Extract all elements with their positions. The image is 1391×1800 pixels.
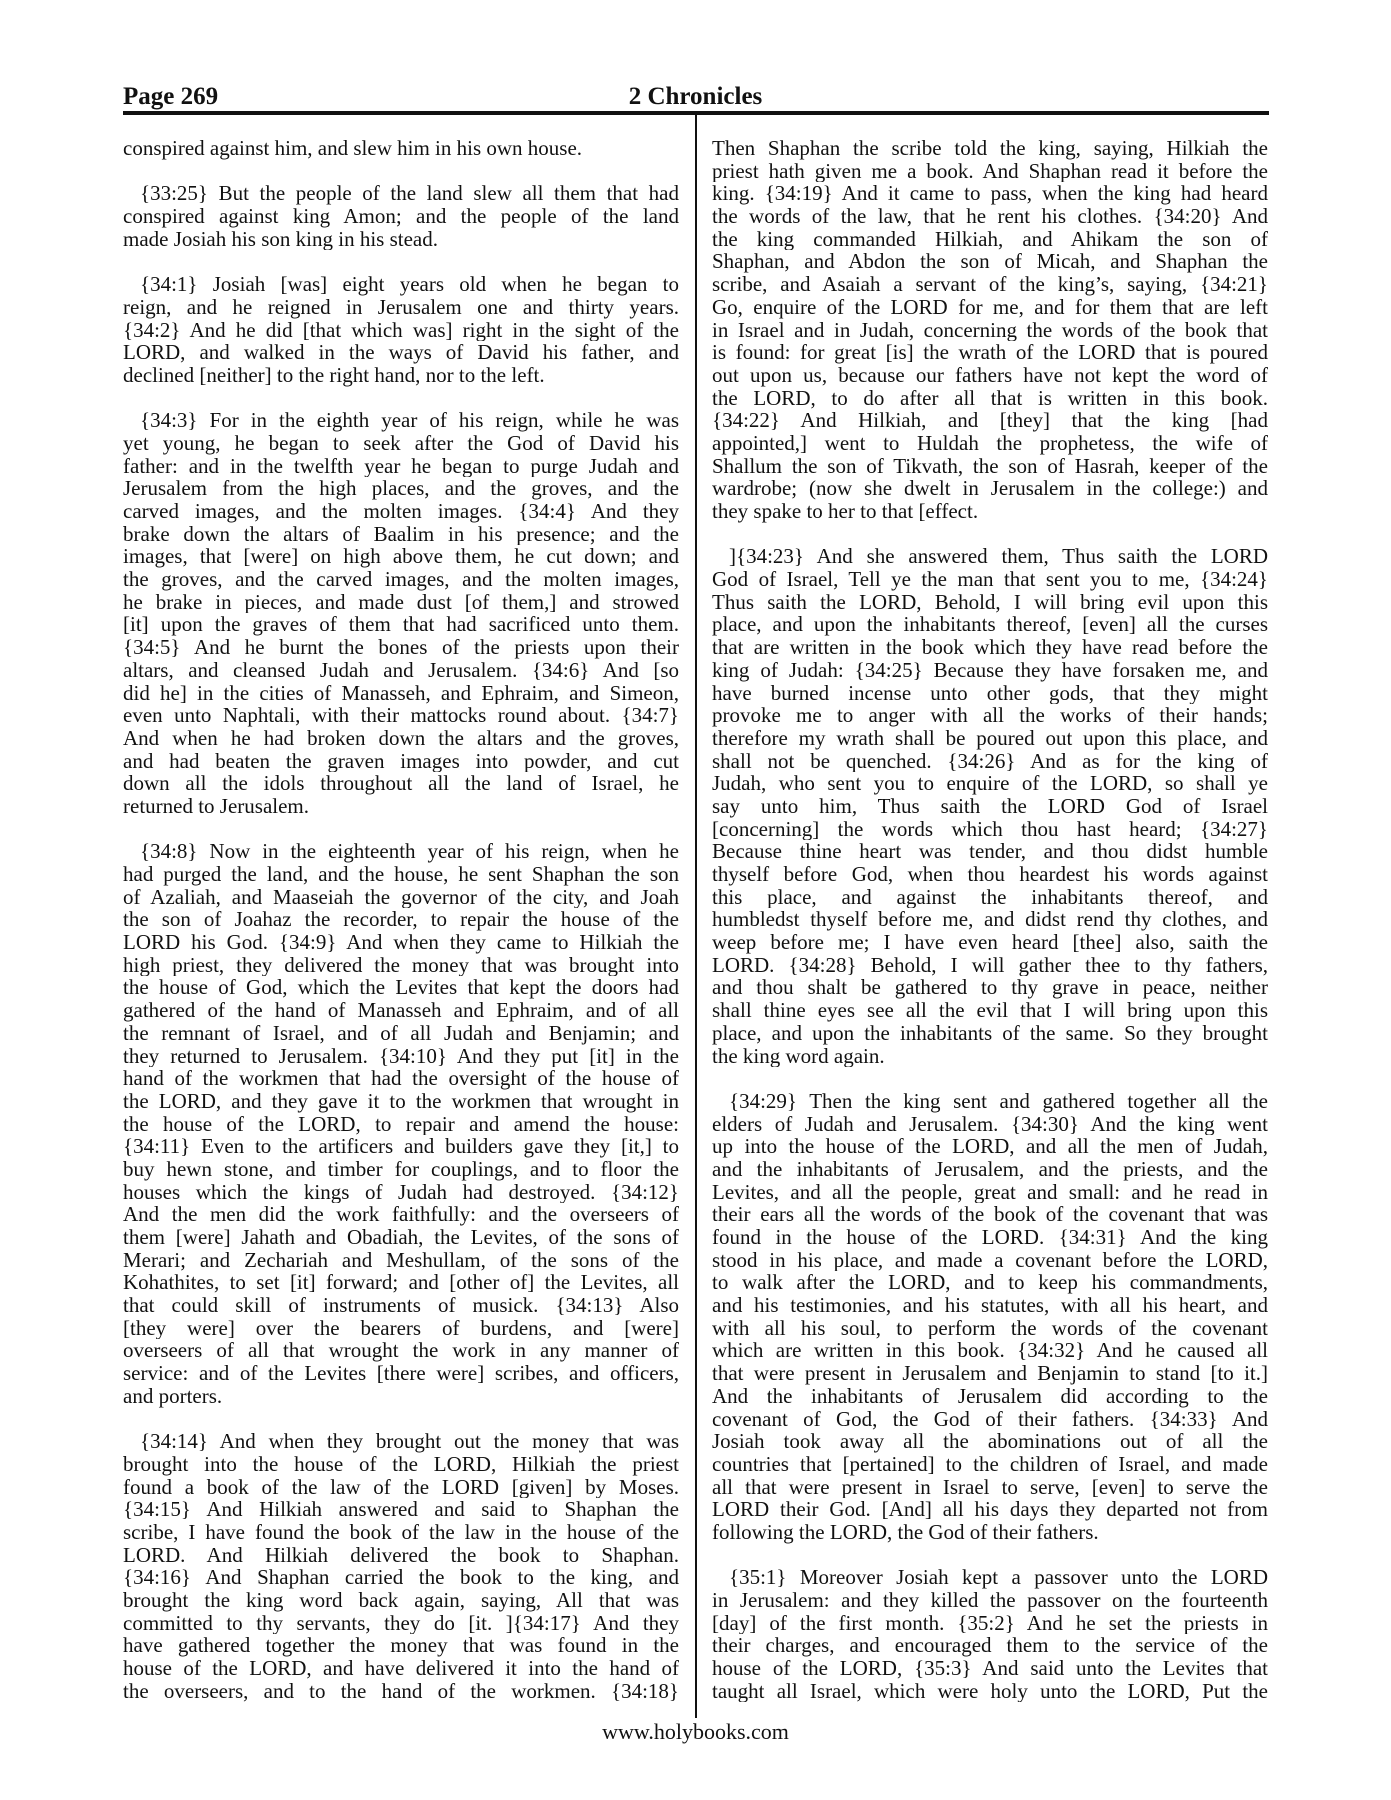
text-line: and the inhabitants of Jerusalem, and the priests, and the — [712, 1157, 1268, 1181]
right-column — [712, 137, 1268, 1725]
text-line: [they were] over the bearers of burdens, and [were] — [123, 1316, 679, 1340]
text-line: the king commanded Hilkiah, and Ahikam the son of — [712, 227, 1268, 251]
left-column — [123, 137, 679, 1725]
text-line: {34:11} Even to the artificers and builders gave they [it,] to — [123, 1135, 679, 1158]
text-line: service: and of the Levites [there were] scribes, and officers, — [123, 1362, 679, 1385]
text-line: Merari; and Zechariah and Meshullam, of the sons of the — [123, 1248, 679, 1272]
text-line: {35:1} Moreover Josiah kept a passover unto the LORD — [729, 1566, 1268, 1589]
text-line: {34:1} Josiah [was] eight years old when he began to — [140, 273, 679, 296]
text-line: that are written in the book which they have read before the — [712, 636, 1268, 659]
text-line: shall not be quenched. {34:26} And as for the king of — [712, 749, 1268, 773]
text-line: returned to Jerusalem. — [123, 794, 310, 818]
text-line: {34:15} And Hilkiah answered and said to Shaphan the — [123, 1498, 679, 1521]
text-line: up into the house of the LORD, and all the men of Judah, — [712, 1135, 1268, 1158]
text-line: Levites, and all the people, great and small: and he read in — [712, 1180, 1268, 1204]
text-line: the LORD, and they gave it to the workmen that wrought in — [123, 1089, 679, 1113]
text-line: in Israel and in Judah, concerning the words of the book that — [712, 318, 1268, 342]
text-line: And the inhabitants of Jerusalem did according to the — [712, 1384, 1268, 1408]
text-line: thyself before God, when thou heardest his words against — [712, 863, 1268, 886]
text-line: and porters. — [123, 1384, 223, 1408]
text-line: place, and upon the inhabitants thereof, [even] all the curses — [712, 613, 1268, 637]
text-line: high priest, they delivered the money that was brought into — [123, 953, 679, 977]
footer-url: www.holybooks.com — [602, 1719, 789, 1744]
text-line: scribe, I have found the book of the law in the house of the — [123, 1520, 679, 1544]
text-line: Because thine heart was tender, and thou didst humble — [712, 840, 1268, 863]
text-line: images, that [were] on high above them, he cut down; and — [123, 545, 679, 569]
text-line: taught all Israel, which were holy unto the LORD, Put the — [712, 1679, 1268, 1703]
text-line: committed to thy servants, they do [it. ]{34:17} And they — [123, 1611, 679, 1635]
text-line: hand of the workmen that had the oversight of the house of — [123, 1067, 679, 1090]
verse-paragraph — [712, 545, 1268, 1067]
text-line: the son of Joahaz the recorder, to repair the house of the — [123, 908, 679, 932]
text-line: brake down the altars of Baalim in his presence; and the — [123, 522, 679, 546]
text-line: of Azaliah, and Maaseiah the governor of the city, and Joah — [123, 885, 679, 909]
text-line: say unto him, Thus saith the LORD God of Israel — [712, 794, 1268, 818]
text-line: weep before me; I have even heard [thee] also, saith the — [712, 931, 1268, 954]
text-line: altars, and cleansed Judah and Jerusalem. {34:6} And [so — [123, 658, 679, 682]
text-line: house of the LORD, {35:3} And said unto the Levites that — [712, 1657, 1268, 1680]
text-line: the overseers, and to the hand of the workmen. {34:18} — [123, 1679, 679, 1703]
text-line: {34:5} And he burnt the bones of the priests upon their — [123, 636, 679, 659]
text-line: brought the king word back again, saying, All that was — [123, 1589, 679, 1612]
text-line: their charges, and encouraged them to the service of the — [712, 1634, 1268, 1658]
text-line: shall thine eyes see all the evil that I will bring upon this — [712, 999, 1268, 1022]
text-line: he brake in pieces, and made dust [of them,] and strowed — [123, 590, 679, 614]
text-line: have gathered together the money that was found in the — [123, 1634, 679, 1658]
text-line: the house of the LORD, to repair and amend the house: — [123, 1112, 679, 1136]
text-line: and thou shalt be gathered to thy grave in peace, neither — [712, 976, 1268, 1000]
text-line: house of the LORD, and have delivered it into the hand of — [123, 1657, 679, 1680]
text-line: elders of Judah and Jerusalem. {34:30} And the king went — [712, 1112, 1268, 1136]
text-line: {33:25} But the people of the land slew all them that had — [140, 182, 679, 206]
text-line: priest hath given me a book. And Shaphan read it before the — [712, 159, 1268, 183]
text-line: LORD his God. {34:9} And when they came to Hilkiah the — [123, 931, 679, 954]
text-line: gathered of the hand of Manasseh and Ephraim, and of all — [123, 999, 679, 1022]
verse-paragraph — [123, 137, 679, 160]
text-line: [it] upon the graves of them that had sacrificed unto them. — [123, 613, 679, 637]
text-line: had purged the land, and the house, he sent Shaphan the son — [123, 863, 679, 886]
text-line: declined [neither] to the right hand, nor to the left. — [123, 363, 545, 387]
text-line: LORD their God. [And] all his days they departed not from — [712, 1498, 1268, 1521]
text-line: this place, and against the inhabitants thereof, and — [712, 885, 1268, 909]
text-line: did he] in the cities of Manasseh, and Ephraim, and Simeon, — [123, 681, 679, 705]
text-line: the LORD, to do after all that is written in this book. — [712, 386, 1268, 410]
text-line: {34:8} Now in the eighteenth year of his reign, when he — [140, 840, 679, 863]
verse-paragraph — [123, 1430, 679, 1702]
text-line: [day] of the first month. {35:2} And he set the priests in — [712, 1611, 1268, 1635]
text-line: Thus saith the LORD, Behold, I will bring evil upon this — [712, 590, 1268, 614]
text-line: the groves, and the carved images, and the molten images, — [123, 568, 679, 591]
text-line: {34:3} For in the eighth year of his reign, while he was — [140, 409, 679, 432]
verse-paragraph — [123, 840, 679, 1407]
text-line: houses which the kings of Judah had destroyed. {34:12} — [123, 1180, 679, 1204]
text-line: reign, and he reigned in Jerusalem one and thirty years. — [123, 295, 679, 319]
text-line: down all the idols throughout all the land of Israel, he — [123, 772, 679, 795]
text-line: the house of God, which the Levites that kept the doors had — [123, 976, 679, 1000]
text-line: {34:29} Then the king sent and gathered together all the — [729, 1089, 1268, 1113]
text-line: they returned to Jerusalem. {34:10} And they put [it] in the — [123, 1044, 679, 1068]
text-line: to walk after the LORD, and to keep his commandments, — [712, 1271, 1268, 1295]
verse-paragraph — [712, 1090, 1268, 1544]
text-line: place, and upon the inhabitants of the same. So they brought — [712, 1021, 1268, 1045]
text-line: therefore my wrath shall be poured out upon this place, and — [712, 726, 1268, 750]
text-line: LORD. {34:28} Behold, I will gather thee to thy fathers, — [712, 953, 1268, 977]
text-line: all that were present in Israel to serve, [even] to serve the — [712, 1475, 1268, 1499]
text-line: made Josiah his son king in his stead. — [123, 227, 438, 251]
text-line: is found: for great [is] the wrath of the LORD that is poured — [712, 341, 1268, 364]
text-line: buy hewn stone, and timber for couplings, and to floor the — [123, 1157, 679, 1181]
text-line: even unto Naphtali, with their mattocks round about. {34:7} — [123, 704, 679, 727]
text-line: {34:16} And Shaphan carried the book to the king, and — [123, 1566, 679, 1589]
text-line: {34:22} And Hilkiah, and [they] that the king [had — [712, 409, 1268, 432]
text-line: overseers of all that wrought the work in any manner of — [123, 1339, 679, 1363]
text-line: appointed,] went to Huldah the prophetess, the wife of — [712, 431, 1268, 455]
text-line: found a book of the law of the LORD [given] by Moses. — [123, 1475, 679, 1499]
text-line: And when he had broken down the altars and the groves, — [123, 726, 679, 750]
text-line: Judah, who sent you to enquire of the LORD, so shall ye — [712, 772, 1268, 795]
text-line: the remnant of Israel, and of all Judah and Benjamin; and — [123, 1021, 679, 1045]
text-line: Shallum the son of Tikvath, the son of Hasrah, keeper of the — [712, 454, 1268, 478]
text-line: Kohathites, to set [it] forward; and [other of] the Levites, all — [123, 1271, 679, 1295]
text-line: yet young, he began to seek after the God of David his — [123, 431, 679, 455]
text-line: Josiah took away all the abominations out of all the — [712, 1430, 1268, 1453]
text-line: found in the house of the LORD. {34:31} And the king — [712, 1226, 1268, 1249]
text-line: and his testimonies, and his statutes, with all his heart, and — [712, 1294, 1268, 1317]
text-line: have burned incense unto other gods, that they might — [712, 681, 1268, 705]
text-line: they spake to her to that [effect. — [712, 500, 979, 523]
verse-paragraph — [712, 1566, 1268, 1702]
text-line: king of Judah: {34:25} Because they have forsaken me, and — [712, 658, 1268, 682]
text-line: covenant of God, the God of their fathers. {34:33} And — [712, 1407, 1268, 1431]
verse-paragraph — [123, 273, 679, 386]
verse-paragraph — [123, 409, 679, 817]
text-line: [concerning] the words which thou hast heard; {34:27} — [712, 817, 1268, 841]
text-line: king. {34:19} And it came to pass, when the king had heard — [712, 182, 1268, 206]
text-line: Shaphan, and Abdon the son of Micah, and Shaphan the — [712, 250, 1268, 274]
text-line: God of Israel, Tell ye the man that sent you to me, {34:24} — [712, 568, 1268, 591]
text-line: Then Shaphan the scribe told the king, saying, Hilkiah the — [712, 137, 1268, 160]
text-line: ]{34:23} And she answered them, Thus saith the LORD — [729, 545, 1268, 569]
text-line: LORD. And Hilkiah delivered the book to Shaphan. — [123, 1543, 679, 1567]
text-line: with all his soul, to perform the words of the covenant — [712, 1316, 1268, 1340]
verse-paragraph — [123, 182, 679, 250]
text-line: carved images, and the molten images. {34:4} And they — [123, 500, 679, 523]
text-line: father: and in the twelfth year he began to purge Judah and — [123, 454, 679, 478]
text-line: Go, enquire of the LORD for me, and for them that are left — [712, 295, 1268, 319]
book-title: 2 Chronicles — [628, 83, 763, 110]
text-line: scribe, and Asaiah a servant of the king’s, saying, {34:21} — [712, 273, 1268, 296]
text-line: wardrobe; (now she dwelt in Jerusalem in the college:) and — [712, 477, 1268, 500]
text-line: out upon us, because our fathers have not kept the word of — [712, 363, 1268, 387]
text-line: stood in his place, and made a covenant before the LORD, — [712, 1248, 1268, 1272]
text-line: in Jerusalem: and they killed the passover on the fourteenth — [712, 1589, 1268, 1612]
text-line: their ears all the words of the book of the covenant that was — [712, 1203, 1268, 1226]
text-line: conspired against king Amon; and the people of the land — [123, 205, 679, 228]
column-divider — [695, 114, 697, 1718]
text-line: following the LORD, the God of their fathers. — [712, 1520, 1099, 1544]
text-line: the words of the law, that he rent his clothes. {34:20} And — [712, 205, 1268, 228]
text-line: {34:14} And when they brought out the money that was — [140, 1430, 679, 1453]
text-line: that could skill of instruments of musick. {34:13} Also — [123, 1294, 679, 1317]
text-line: LORD, and walked in the ways of David his father, and — [123, 341, 679, 364]
text-line: brought into the house of the LORD, Hilkiah the priest — [123, 1452, 679, 1476]
text-line: that were present in Jerusalem and Benjamin to stand [to it.] — [712, 1362, 1268, 1385]
text-line: humbledst thyself before me, and didst rend thy clothes, and — [712, 908, 1268, 932]
text-line: provoke me to anger with all the works of their hands; — [712, 704, 1268, 727]
text-line: {34:2} And he did [that which was] right in the sight of the — [123, 318, 679, 342]
text-line: which are written in this book. {34:32} And he caused all — [712, 1339, 1268, 1363]
text-line: And the men did the work faithfully: and the overseers of — [123, 1203, 679, 1226]
text-line: the king word again. — [712, 1044, 885, 1068]
text-line: conspired against him, and slew him in his own house. — [123, 137, 583, 160]
text-line: and had beaten the graven images into powder, and cut — [123, 749, 679, 773]
text-line: them [were] Jahath and Obadiah, the Levites, of the sons of — [123, 1226, 679, 1249]
verse-paragraph — [712, 137, 1268, 523]
text-line: countries that [pertained] to the children of Israel, and made — [712, 1452, 1268, 1476]
page-number: Page 269 — [123, 83, 219, 110]
text-line: Jerusalem from the high places, and the groves, and the — [123, 477, 679, 500]
